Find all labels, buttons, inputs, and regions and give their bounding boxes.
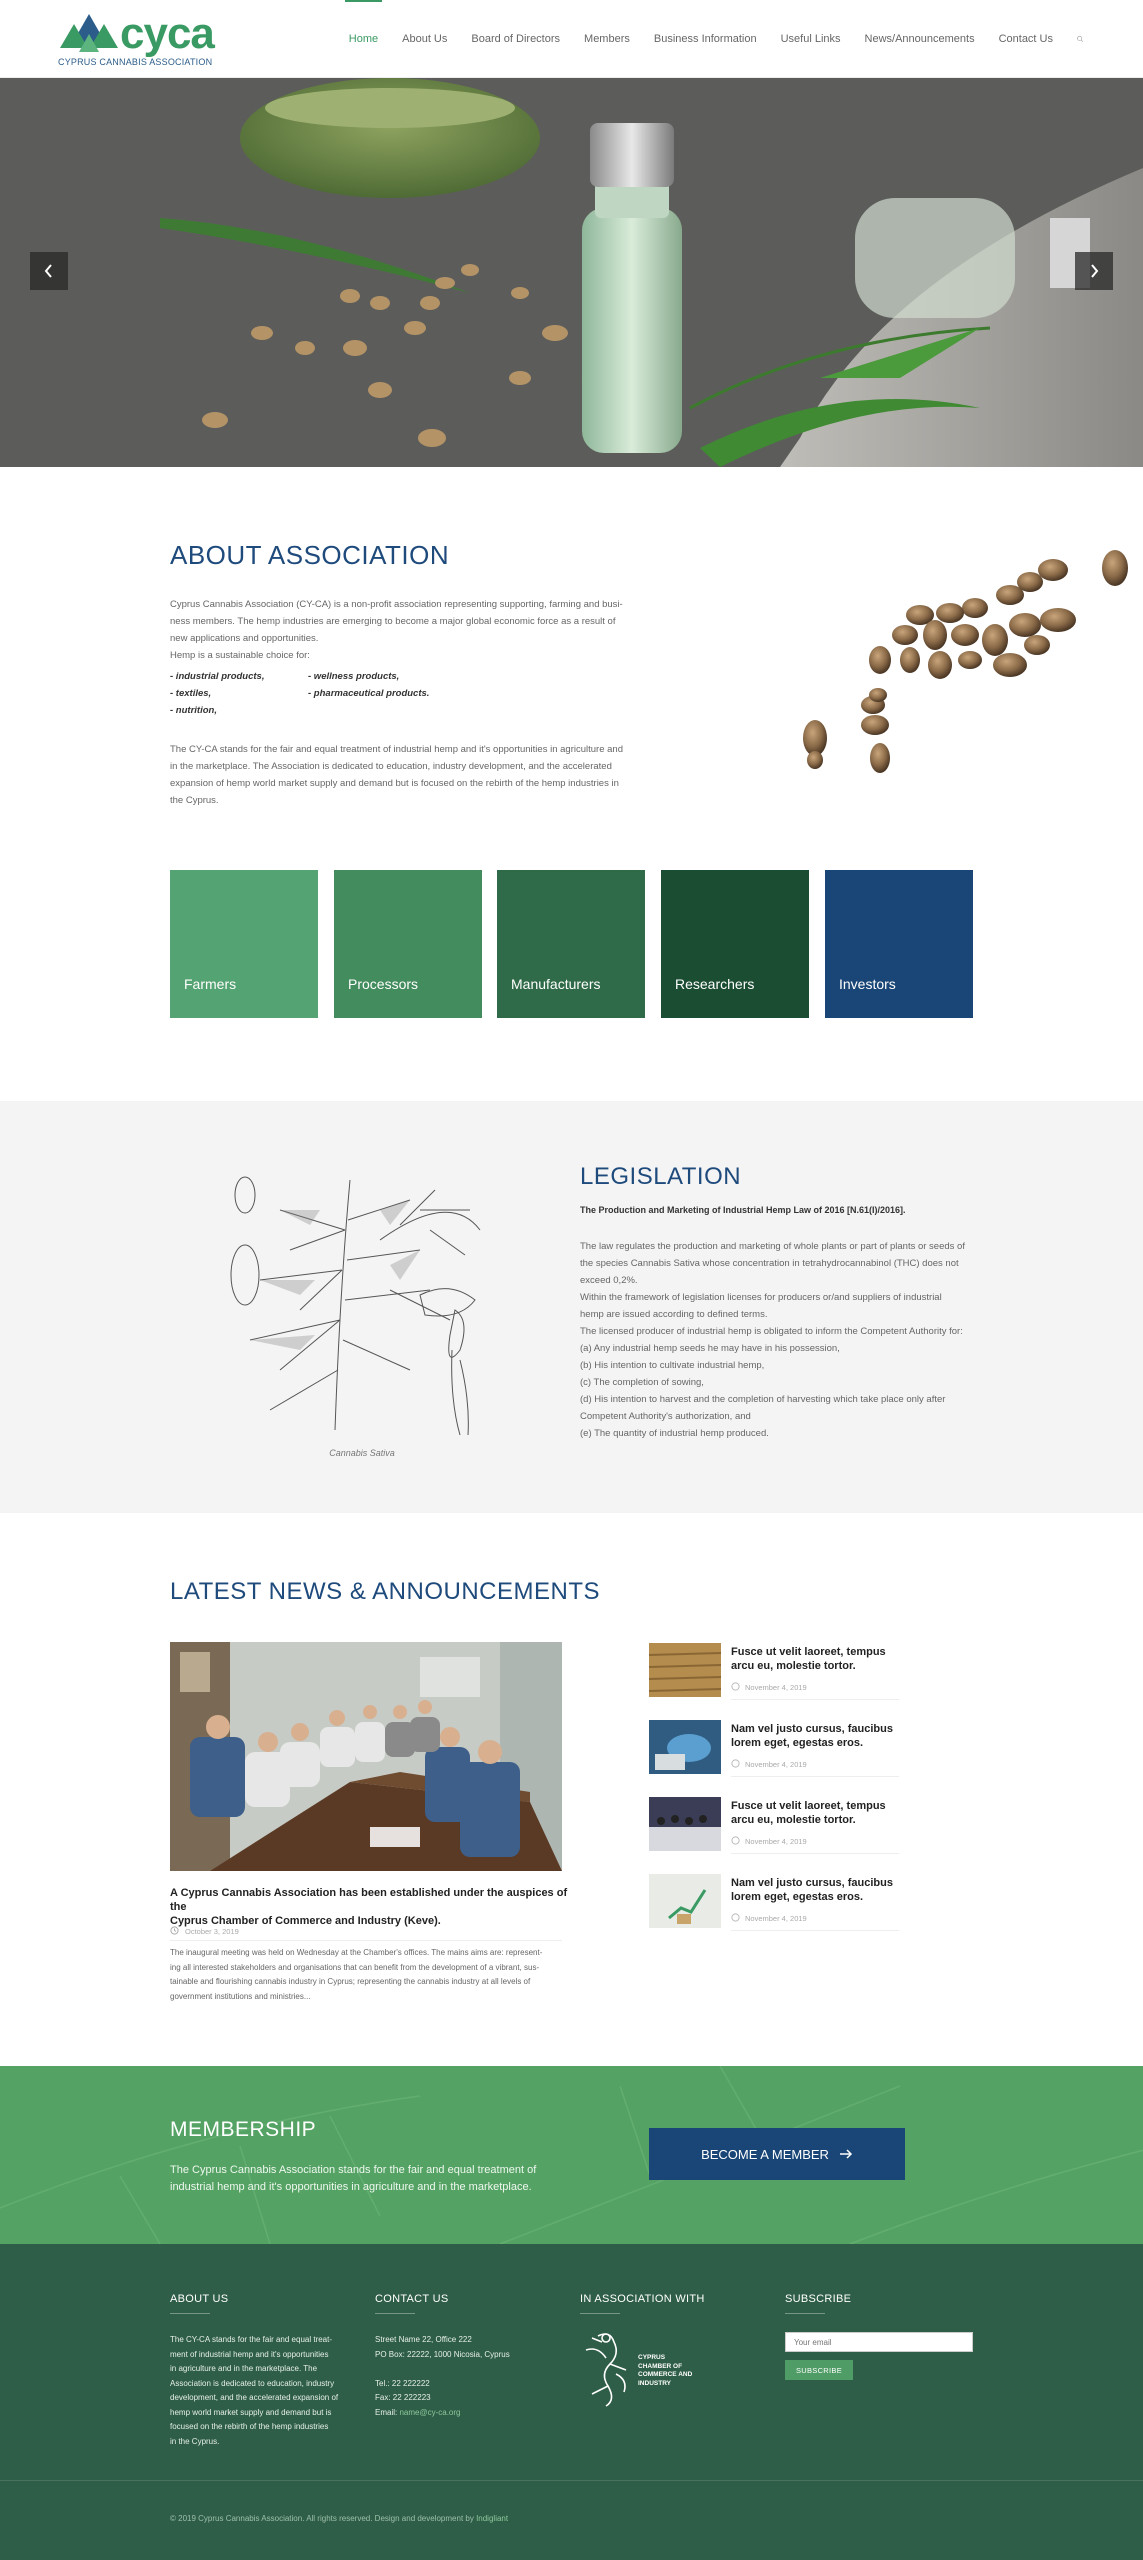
news-side-item[interactable] [649,1720,899,1780]
chamber-logo-line: COMMERCE AND [638,2371,693,2378]
news-main-title-line: Cyprus Chamber of Commerce and Industry (Keve). [170,1915,441,1927]
tile-farmers[interactable] [170,870,318,1018]
nav-item-home[interactable]: Home [337,0,390,78]
about-title: ABOUT ASSOCIATION [170,540,450,570]
hermes-figure-icon [580,2330,636,2410]
become-member-label: BECOME A MEMBER [701,2146,829,2162]
footer-about-line: in agriculture and in the marketplace. The [170,2364,318,2373]
news-thumb-field [649,1643,721,1697]
tile-processors[interactable] [334,870,482,1018]
divider [170,1940,562,1941]
divider [0,2480,1143,2481]
tile-label: Researchers [675,976,755,992]
footer-about-line: in the Cyprus. [170,2436,220,2446]
clock-icon [731,1913,740,1922]
tile-label: Manufacturers [511,976,601,992]
about-para2-line: the Cyprus. [170,795,219,806]
about-choice-intro: Hemp is a sustainable choice for: [170,650,310,661]
footer-about-line: Association is dedicated to education, industry [170,2378,335,2388]
legislation-text [580,1238,1000,1442]
choice-item: - industrial products, [170,671,265,682]
legislation-title: LEGISLATION [580,1163,742,1190]
legislation-line: The law regulates the production and marketing of whole plants or part of plants or seeds of [580,1241,965,1252]
footer-address-line: Street Name 22, Office 222 [375,2335,472,2344]
chamber-logo[interactable] [580,2330,710,2410]
about-para1-line: ness members. The hemp industries are emerging to become a major global economic force as a result of [170,616,616,627]
subscribe-email-input[interactable] [785,2332,973,2352]
news-side-date: November 4, 2019 [745,1837,807,1846]
chamber-logo-line: INDUSTRY [638,2379,671,2387]
illustration-caption: Cannabis Sativa [329,1448,395,1458]
legislation-line: The licensed producer of industrial hemp is obligated to inform the Competent Authority for: [580,1326,963,1337]
clock-icon [170,1926,179,1935]
choice-item: - pharmaceutical products. [308,688,430,699]
tile-label: Processors [348,976,419,992]
become-member-button[interactable] [649,2128,905,2180]
membership-text-line: industrial hemp and it's opportunities in agriculture and in the marketplace. [170,2181,532,2193]
hero-slider [0,78,1143,467]
news-side-item[interactable] [649,1797,899,1857]
main-nav [337,0,1085,78]
choice-item: - nutrition, [170,705,217,716]
about-text [170,596,630,664]
choice-item: - textiles, [170,688,212,699]
news-main-image[interactable] [170,1642,562,1871]
news-main-excerpt [170,1946,570,2004]
nav-item-board[interactable]: Board of Directors [471,33,561,45]
membership-title: MEMBERSHIP [170,2118,317,2141]
legislation-line: (a) Any industrial hemp seeds he may have in his possession, [580,1343,840,1354]
logo-subtitle: CYPRUS CANNABIS ASSOCIATION [58,57,213,67]
news-side-item[interactable] [649,1643,899,1703]
excerpt-line: tainable and flourishing cannabis industry in Cyprus; representing the cannabis industry at all levels of [170,1977,531,1986]
news-thumb-conference [649,1797,721,1851]
legislation-line: (c) The completion of sowing, [580,1377,704,1388]
about-para2-line: expansion of hemp world market supply and demand but is focused on the rebirth of the hemp industries in [170,778,619,789]
footer-about-line: hemp world market supply and demand but is [170,2407,332,2417]
divider [375,2313,415,2314]
news-side-date: November 4, 2019 [745,1760,807,1769]
chamber-logo-text [638,2354,692,2388]
footer-about-line: ment of industrial hemp and it's opportunities [170,2349,329,2359]
copyright-text: © 2019 Cyprus Cannabis Association. All rights reserved. Design and development by [170,2514,477,2523]
footer-about-text [170,2333,355,2449]
footer-about-line: focused on the rebirth of the hemp industries [170,2422,329,2431]
footer-fax: Fax: 22 222223 [375,2393,431,2402]
membership-text-line: The Cyprus Cannabis Association stands for the fair and equal treatment of [170,2164,537,2176]
footer-subscribe-title: SUBSCRIBE [785,2293,852,2305]
divider [785,2313,825,2314]
site-logo[interactable] [58,9,218,68]
legislation-subtitle: The Production and Marketing of Industrial Hemp Law of 2016 [N.61(I)/2016]. [580,1205,906,1215]
about-para1-line: Cyprus Cannabis Association (CY-CA) is a non-profit association representing supporting, farming and busi- [170,599,623,610]
tile-investors[interactable] [825,870,973,1018]
membership-text [170,2162,536,2196]
legislation-line: Competent Authority's authorization, and [580,1411,751,1422]
news-main-date: October 3, 2019 [185,1927,239,1936]
divider [731,1853,899,1854]
clock-icon [731,1759,740,1768]
news-side-date: November 4, 2019 [745,1683,807,1692]
news-thumb-lab [649,1720,721,1774]
excerpt-line: The inaugural meeting was held on Wednesday at the Chamber's offices. The mains aims are: represent- [170,1948,543,1957]
nav-item-useful-links[interactable]: Useful Links [780,33,841,45]
nav-item-news[interactable]: News/Announcements [864,33,975,45]
hemp-seeds-image [680,540,1143,790]
tile-researchers[interactable] [661,870,809,1018]
news-title: LATEST NEWS & ANNOUNCEMENTS [170,1578,601,1605]
footer-email-link[interactable]: name@cy-ca.org [399,2407,461,2417]
cannabis-leaf-logo-icon [58,12,120,56]
tile-label: Farmers [184,976,237,992]
nav-item-about[interactable]: About Us [402,33,448,45]
about-para2-line: in the marketplace. The Association is dedicated to education, industry development, and the accelerated [170,761,612,772]
slider-next-button[interactable] [1075,252,1113,290]
subscribe-button[interactable]: SUBSCRIBE [785,2360,853,2380]
footer-address-line: PO Box: 22222, 1000 Nicosia, Cyprus [375,2349,510,2359]
news-side-title: Nam vel justo cursus, faucibus lorem eget, egestas eros. [731,1723,893,1749]
site-header [0,0,1143,78]
clock-icon [731,1682,740,1691]
divider [731,1930,899,1931]
news-side-date: November 4, 2019 [745,1914,807,1923]
choice-item: - wellness products, [308,671,400,682]
news-thumb-growth [649,1874,721,1928]
logo-wordmark: cyca [120,9,214,58]
legislation-line: (e) The quantity of industrial hemp produced. [580,1428,769,1439]
divider [731,1699,899,1700]
chamber-logo-line: CHAMBER OF [638,2362,683,2370]
clock-icon [731,1836,740,1845]
about-choices-right [308,668,468,702]
developer-link[interactable]: Indigliant [476,2514,509,2523]
about-choices-left [170,668,310,719]
footer-about-title: ABOUT US [170,2293,229,2305]
divider [731,1776,899,1777]
footer-contact-title: CONTACT US [375,2293,449,2305]
legislation-line: (b) His intention to cultivate industrial hemp, [580,1360,765,1371]
about-para2-line: The CY-CA stands for the fair and equal treatment of industrial hemp and it's opportunities in agriculture and [170,744,623,755]
news-main-title-line: A Cyprus Cannabis Association has been established under the auspices of the [170,1887,568,1913]
footer-assoc-title: IN ASSOCIATION WITH [580,2293,705,2305]
nav-item-contact[interactable]: Contact Us [998,33,1053,45]
nav-item-business-info[interactable]: Business Information [653,33,757,45]
legislation-line: exceed 0,2%. [580,1275,638,1286]
footer-about-line: development, and the accelerated expansion of [170,2393,339,2402]
footer-about-line: The CY-CA stands for the fair and equal treat- [170,2335,333,2344]
about-para1-line: new applications and opportunities. [170,633,319,644]
hero-image [0,78,1143,467]
chevron-left-icon [43,263,55,279]
arrow-right-icon [839,2149,853,2159]
nav-item-members[interactable]: Members [584,33,630,45]
legislation-line: the species Cannabis Sativa whose concentration in tetrahydrocannabinol (THC) does not [580,1258,959,1269]
about-para2 [170,741,640,809]
footer-email-label: Email: [375,2407,400,2417]
news-side-title: Fusce ut velit laoreet, tempus arcu eu, molestie tortor. [731,1646,886,1672]
news-side-title: Fusce ut velit laoreet, tempus arcu eu, molestie tortor. [731,1800,886,1826]
legislation-line: hemp are issued according to defined terms. [580,1309,768,1320]
membership-banner [0,2066,1143,2244]
footer-tel: Tel.: 22 222222 [375,2378,430,2388]
news-side-title: Nam vel justo cursus, faucibus lorem eget, egestas eros. [731,1877,893,1903]
excerpt-line: ing all interested stakeholders and organisations that can benefit from the development of a vibrant, sus- [170,1962,540,1972]
legislation-line: (d) His intention to harvest and the completion of harvesting which take place only after [580,1394,946,1405]
legislation-line: Within the framework of legislation licenses for producers or/and suppliers of industrial [580,1292,942,1303]
cannabis-sativa-illustration [220,1170,500,1440]
tile-manufacturers[interactable] [497,870,645,1018]
tile-label: Investors [839,976,896,992]
search-icon[interactable] [1065,33,1085,45]
news-side-item[interactable] [649,1874,899,1934]
chamber-logo-line: CYPRUS [638,2354,666,2361]
footer-copyright [170,2514,508,2523]
chevron-right-icon [1088,263,1100,279]
footer-contact-text [375,2333,575,2420]
excerpt-line: government institutions and ministries... [170,1991,311,2001]
leaf-texture-background [0,2066,1143,2244]
divider [170,2313,210,2314]
divider [580,2313,620,2314]
news-main-title[interactable] [170,1886,570,1928]
slider-prev-button[interactable] [30,252,68,290]
